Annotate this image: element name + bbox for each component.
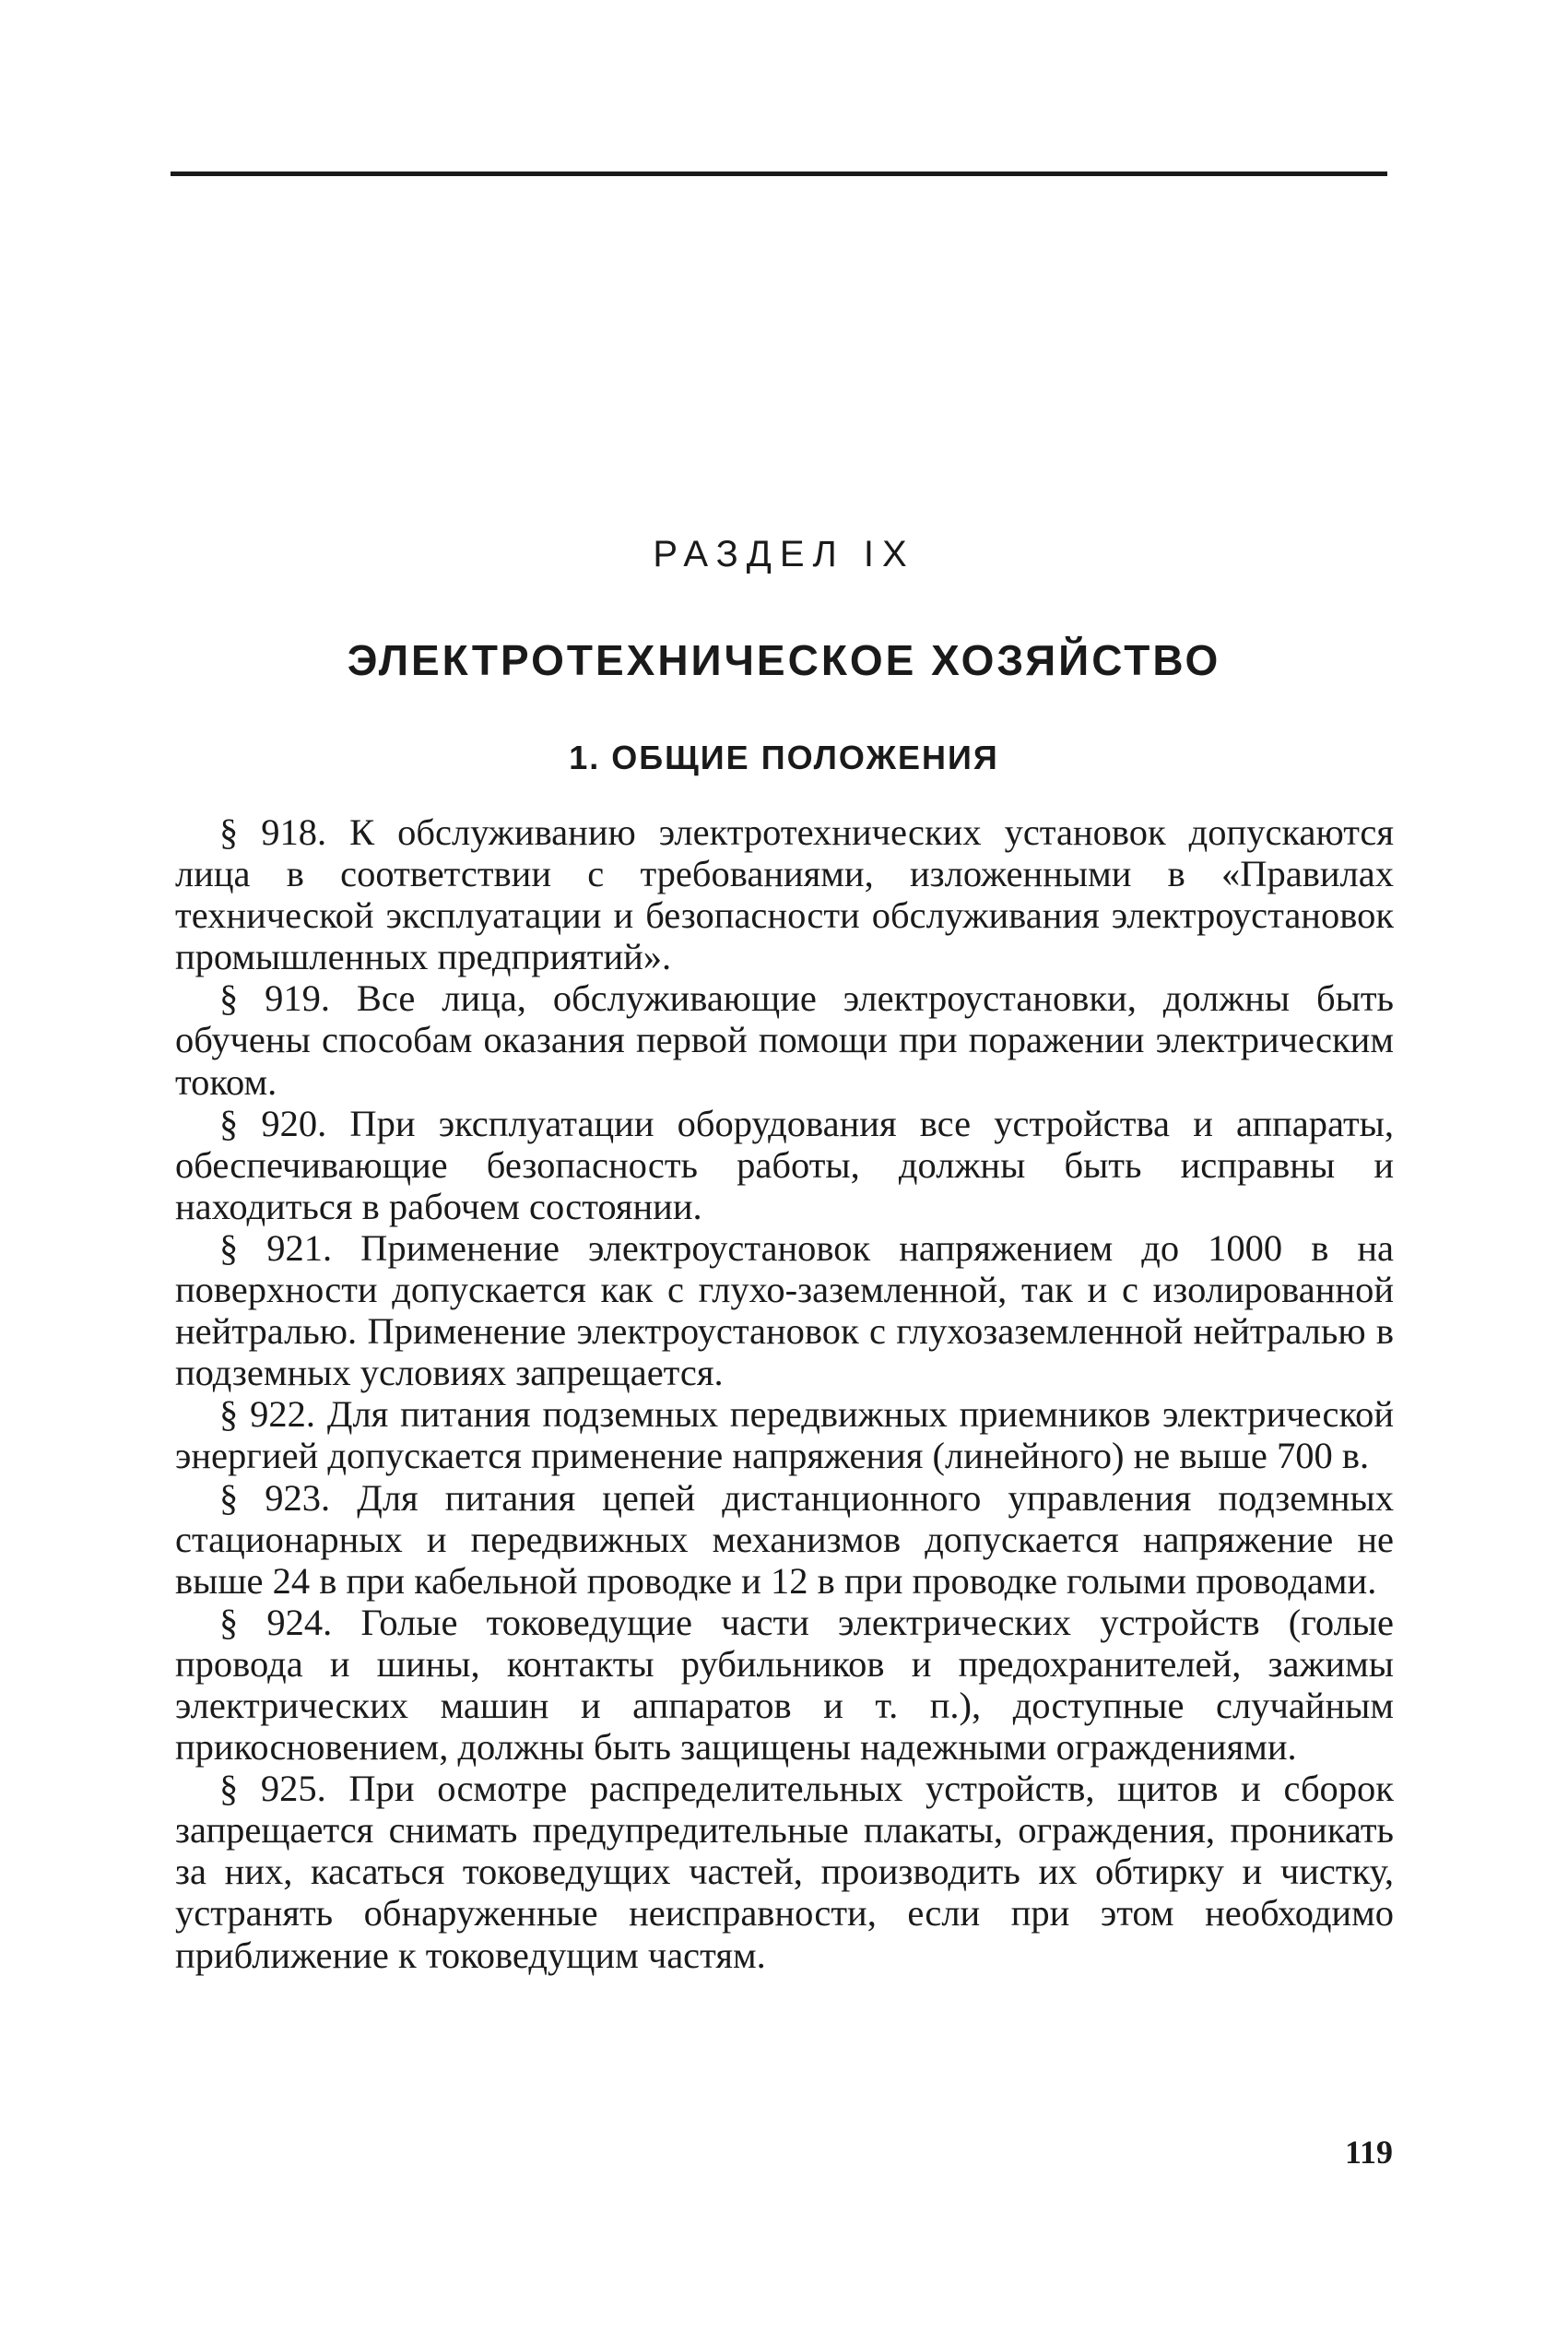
paragraph-918: § 918. К обслуживанию электротехнических установок допускаются лица в соответствии с требованиями, изложенными в «Правилах технической эксплуатации и безопасности обслуживания электроустановок промышленных предприятий». bbox=[175, 811, 1394, 978]
section-title: ЭЛЕКТРОТЕХНИЧЕСКОЕ ХОЗЯЙСТВО bbox=[347, 636, 1221, 684]
page-number: 119 bbox=[1344, 2134, 1393, 2171]
paragraph-922: § 922. Для питания подземных передвижных приемников электрической энергией допускается применение напряжения (линейного) не выше 700 в. bbox=[175, 1393, 1394, 1477]
paragraph-925: § 925. При осмотре распределительных устройств, щитов и сборок запрещается снимать предупредительные плакаты, ограждения, проникать за них, касаться токоведущих частей, производить их обтирку и чистку, устранять обнаруженные неисправности, если при этом необходимо приближение к токоведущим частям. bbox=[175, 1768, 1394, 1976]
top-rule-divider bbox=[171, 172, 1387, 176]
body-text bbox=[175, 811, 1394, 1976]
subsection-title: 1. ОБЩИЕ ПОЛОЖЕНИЯ bbox=[569, 739, 999, 776]
paragraph-924: § 924. Голые токоведущие части электрических устройств (голые провода и шины, контакты рубильников и предохранителей, зажимы электрических машин и аппаратов и т. п.), доступные случайным прикосновением, должны быть защищены надежными ограждениями. bbox=[175, 1601, 1394, 1769]
paragraph-921: § 921. Применение электроустановок напряжением до 1000 в на поверхности допускается как с глухо-заземленной, так и с изолированной нейтралью. Применение электроустановок с глухозаземленной нейтралью в подземных условиях запрещается. bbox=[175, 1226, 1394, 1394]
paragraph-923: § 923. Для питания цепей дистанционного управления подземных стационарных и передвижных механизмов допускается напряжение не выше 24 в при кабельной проводке и 12 в при проводке голыми проводами. bbox=[175, 1476, 1394, 1602]
paragraph-920: § 920. При эксплуатации оборудования все устройства и аппараты, обеспечивающие безопасность работы, должны быть исправны и находиться в рабочем состоянии. bbox=[175, 1102, 1394, 1227]
paragraph-919: § 919. Все лица, обслуживающие электроустановки, должны быть обучены способам оказания первой помощи при поражении электрическим током. bbox=[175, 977, 1394, 1103]
section-label: РАЗДЕЛ IX bbox=[653, 534, 915, 574]
